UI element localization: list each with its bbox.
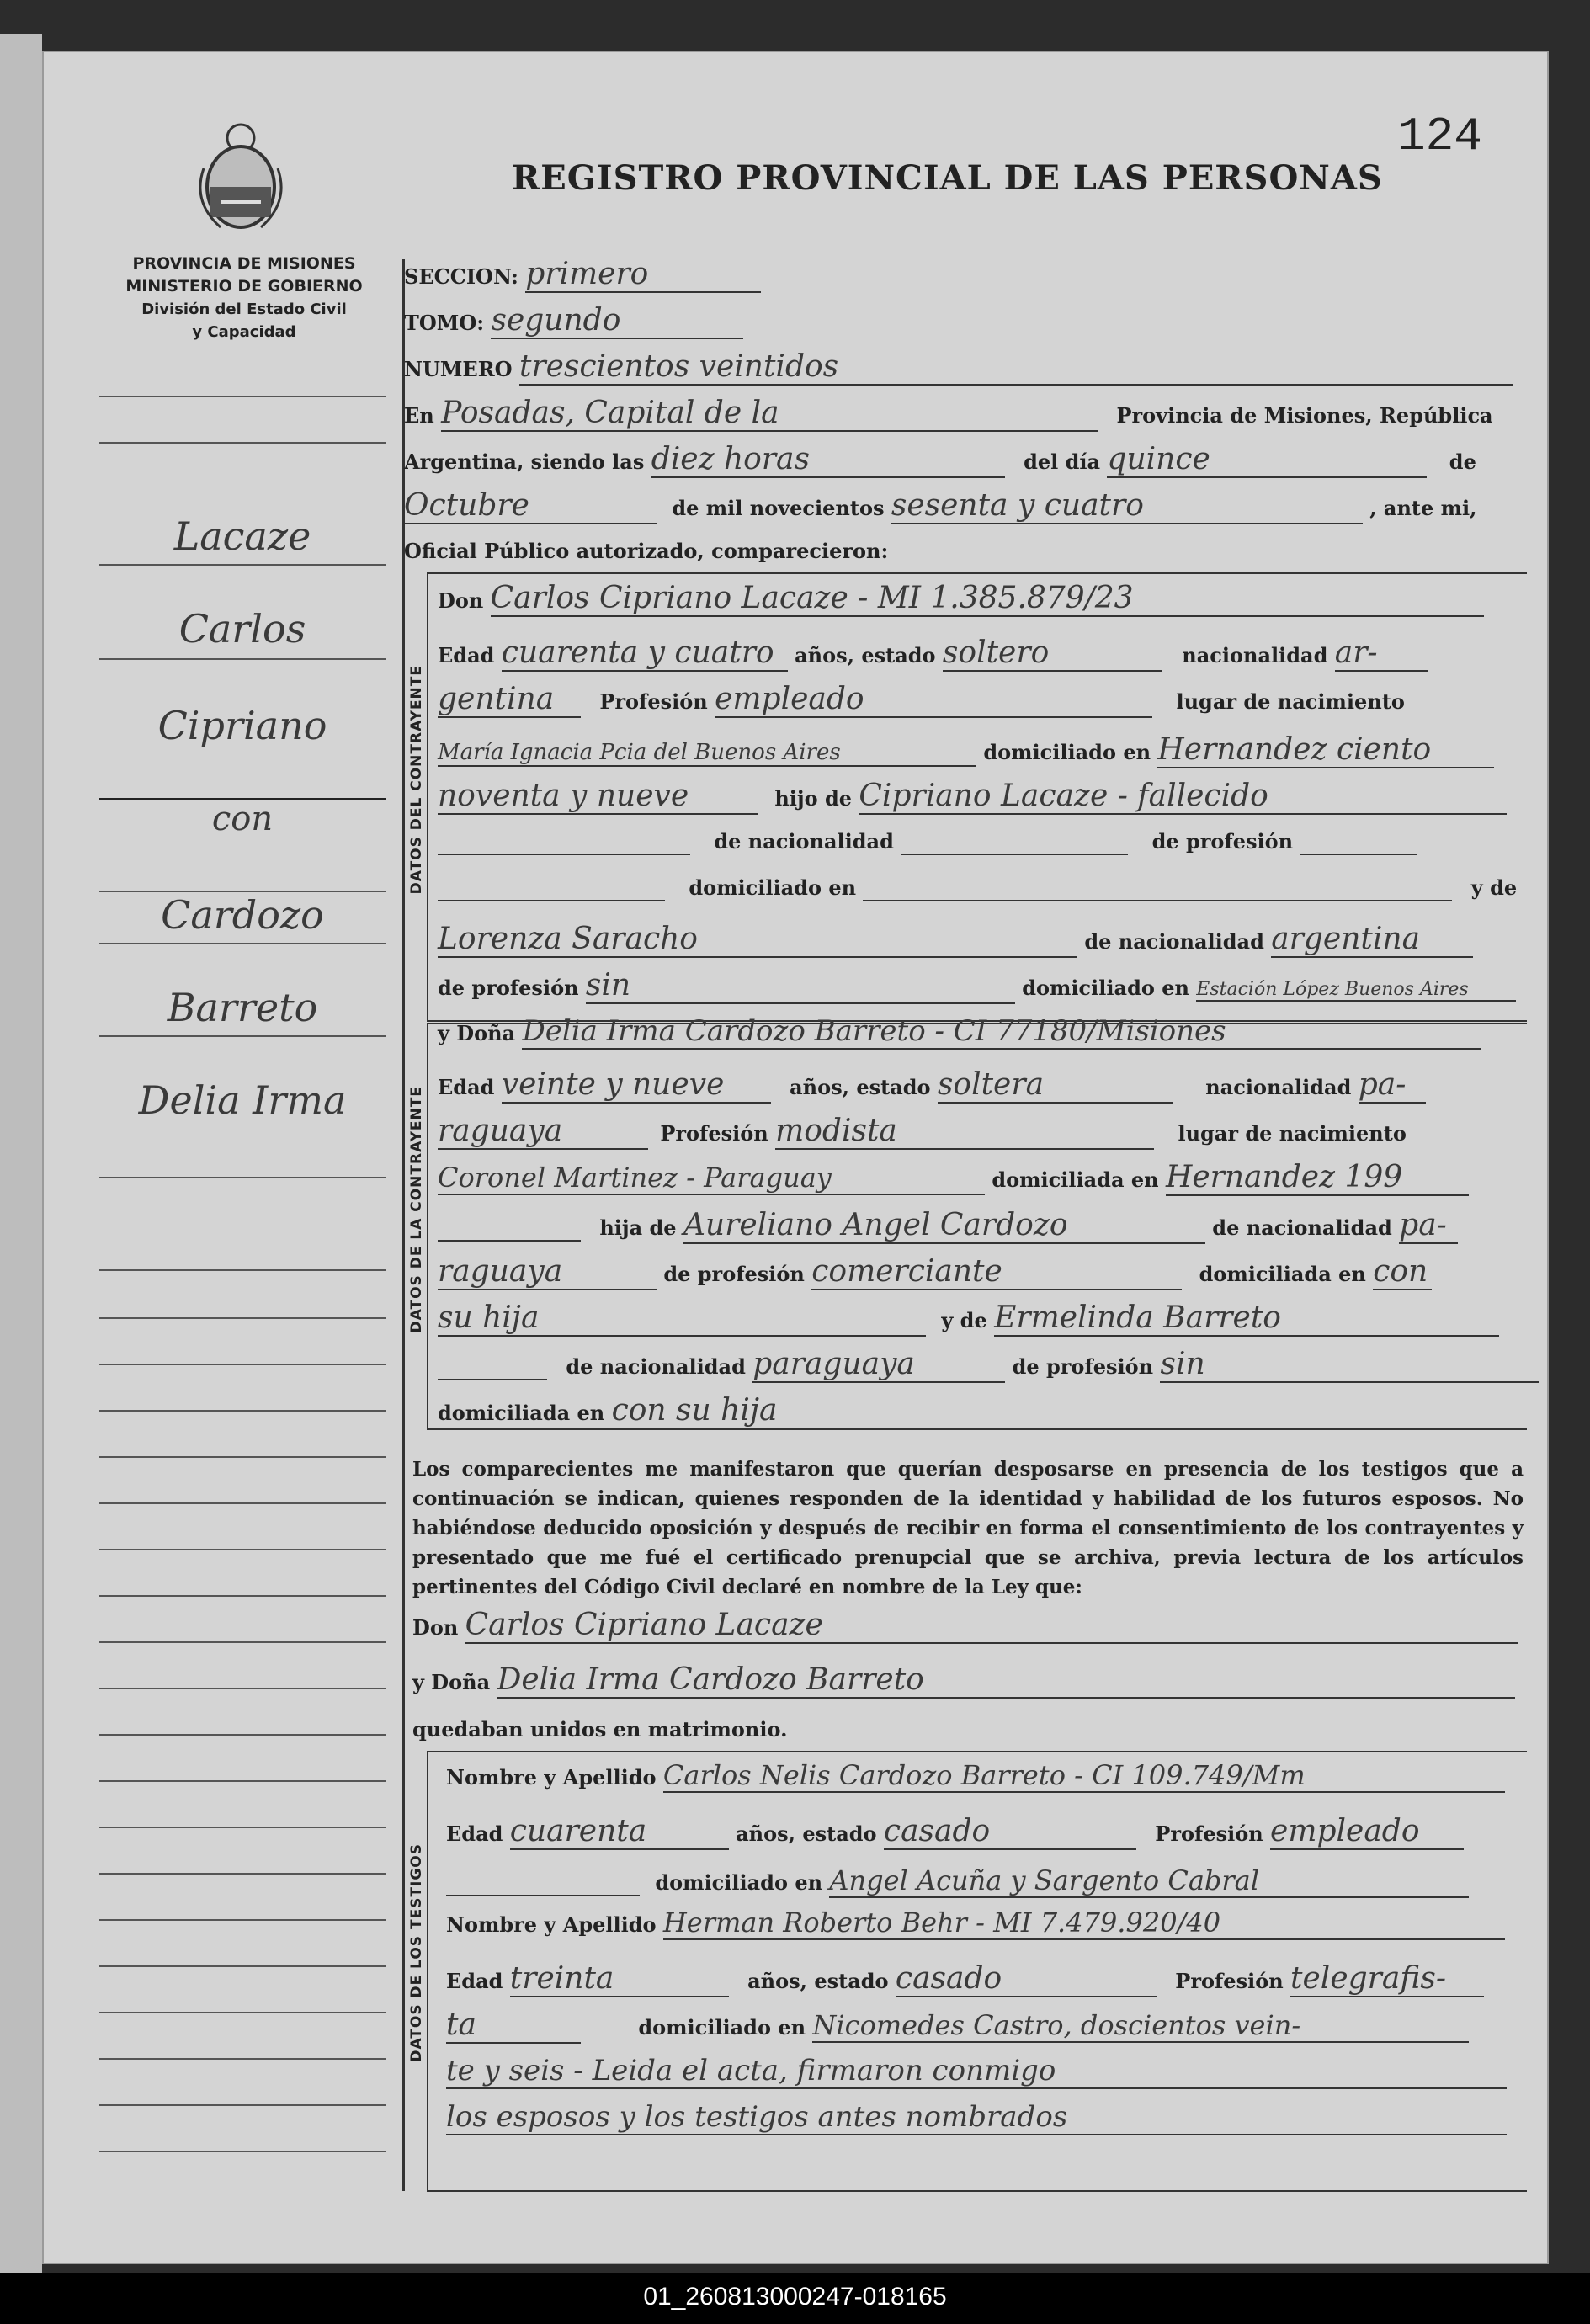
margin-rule — [99, 1734, 386, 1736]
margin-rule — [99, 2012, 386, 2013]
institution-line: y Capacidad — [192, 323, 296, 341]
groom-prof-row — [438, 682, 1405, 718]
witness1-edad: cuarenta — [510, 1814, 729, 1850]
witness2-estado: casado — [896, 1961, 1157, 1997]
hija-de-label: hija de — [599, 1215, 677, 1240]
margin-rule — [99, 1965, 386, 1967]
de-nacionalidad-label: de nacionalidad — [1212, 1215, 1392, 1240]
de-nacionalidad-label: de nacionalidad — [1084, 929, 1264, 954]
union-dona-value: Delia Irma Cardozo Barreto — [497, 1662, 1515, 1699]
bride-lugar-row — [438, 1160, 1469, 1196]
de-profesion-label: de profesión — [663, 1262, 805, 1286]
margin-rule — [99, 2058, 386, 2060]
witness1-name: Carlos Nelis Cardozo Barreto - CI 109.749/Mm — [663, 1759, 1505, 1793]
hora-value: diez horas — [651, 442, 1005, 478]
groom-name-value: Carlos Cipriano Lacaze - MI 1.385.879/23 — [491, 581, 1484, 617]
quedaban-row — [412, 1717, 787, 1742]
groom-dom-cont: noventa y nueve — [438, 779, 758, 815]
margin-rule — [99, 1780, 386, 1782]
numero-row — [404, 349, 1513, 386]
domiciliado-label: domiciliado en — [655, 1870, 823, 1895]
profesion-label: Profesión — [660, 1121, 768, 1146]
de-nacionalidad-label: de nacionalidad — [566, 1354, 746, 1379]
institution-header — [101, 253, 387, 343]
domiciliado-label: domiciliado en — [983, 740, 1151, 764]
edad-label: Edad — [438, 1075, 495, 1099]
don-label: Don — [438, 588, 484, 613]
tomo-value: segundo — [491, 303, 743, 339]
bride-mother-prof: sin — [1160, 1347, 1539, 1383]
y-de-label: y de — [941, 1308, 987, 1332]
blank-line — [863, 875, 1452, 901]
y-de-label: y de — [1470, 875, 1518, 900]
bride-dom-value: Hernandez 199 — [1166, 1160, 1469, 1196]
margin-name: Delia Irma — [138, 1077, 347, 1123]
bride-father-prof-row — [438, 1254, 1432, 1290]
witness2-prof: telegrafis- — [1290, 1961, 1484, 1997]
nombre-apellido-label: Nombre y Apellido — [446, 1912, 657, 1937]
bride-nac-value: pa- — [1359, 1067, 1426, 1104]
de-label: de — [1449, 449, 1476, 474]
bride-mother-dom-row — [438, 1393, 1487, 1429]
bride-estado-value: soltera — [938, 1067, 1173, 1104]
margin-rule — [99, 1827, 386, 1828]
groom-hijo-row — [438, 779, 1507, 815]
margin-rule — [99, 1549, 386, 1550]
groom-mother-value: Lorenza Saracho — [438, 922, 1077, 958]
de-profesion-label: de profesión — [1012, 1354, 1154, 1379]
groom-lugar-value: María Ignacia Pcia del Buenos Aires — [438, 740, 976, 767]
margin-rule — [99, 1641, 386, 1643]
groom-lugar-row — [438, 732, 1494, 768]
nombre-apellido-label: Nombre y Apellido — [446, 1765, 657, 1790]
margin-rule — [99, 1688, 386, 1689]
margin-rule — [99, 442, 386, 444]
seccion-value: primero — [525, 257, 761, 293]
margin-rule — [99, 1269, 386, 1271]
domiciliada-label: domiciliada en — [992, 1167, 1159, 1192]
institution-line: PROVINCIA DE MISIONES — [132, 254, 356, 273]
closing-row-1 — [446, 2054, 1507, 2089]
blank-line — [438, 1215, 581, 1242]
dona-label: y Doña — [412, 1670, 491, 1694]
blank-line — [438, 829, 690, 855]
groom-mother-prof-row — [438, 968, 1516, 1004]
groom-estado-value: soltero — [943, 636, 1162, 672]
bride-prof-value: modista — [775, 1114, 1154, 1150]
lugar-row — [404, 396, 1493, 432]
lugar-nac-label: lugar de nacimiento — [1176, 689, 1405, 714]
domiciliado-label: domiciliado en — [638, 2015, 806, 2039]
union-dona-row — [412, 1662, 1515, 1699]
bride-hija-row — [438, 1208, 1458, 1244]
groom-nac-cont: gentina — [438, 682, 581, 718]
margin-rule — [99, 1410, 386, 1412]
institution-line: MINISTERIO DE GOBIERNO — [125, 277, 363, 295]
nacionalidad-label: nacionalidad — [1182, 643, 1328, 667]
groom-mother-row — [438, 922, 1473, 958]
margin-surname: Lacaze — [173, 513, 311, 559]
hijo-de-label: hijo de — [774, 786, 853, 811]
witnesses-section-label: DATOS DE LOS TESTIGOS — [408, 1843, 425, 2062]
margin-rule — [99, 1364, 386, 1365]
lugar-value: Posadas, Capital de la — [441, 396, 1098, 432]
quedaban-text: quedaban unidos en matrimonio. — [412, 1717, 788, 1742]
domiciliada-label: domiciliada en — [1199, 1262, 1366, 1286]
bride-mother-nac: paraguaya — [752, 1347, 1005, 1383]
margin-rule — [99, 1595, 386, 1597]
margin-rule — [99, 2151, 386, 2152]
dona-label: y Doña — [438, 1021, 516, 1045]
domiciliado-label: domiciliado en — [689, 875, 857, 900]
margin-rule — [99, 2104, 386, 2106]
hora-row — [404, 442, 1476, 478]
blank-line — [901, 829, 1128, 855]
previous-page-edge — [0, 34, 42, 2273]
bride-lugar-value: Coronel Martinez - Paraguay — [438, 1162, 985, 1195]
bride-father-value: Aureliano Angel Cardozo — [683, 1208, 1205, 1244]
groom-mother-dom: Estación López Buenos Aires — [1196, 979, 1516, 1002]
groom-edad-value: cuarenta y cuatro — [502, 636, 788, 672]
groom-section-label: DATOS DEL CONTRAYENTE — [408, 665, 425, 895]
bride-name-row — [438, 1014, 1481, 1050]
margin-rule — [99, 1456, 386, 1458]
groom-prof-value: empleado — [715, 682, 1152, 718]
groom-father-value: Cipriano Lacaze - fallecido — [859, 779, 1507, 815]
seccion-row — [404, 257, 761, 293]
groom-dom-value: Hernandez ciento — [1157, 732, 1494, 768]
bride-father-prof: comerciante — [811, 1254, 1182, 1290]
coat-of-arms-seal — [195, 118, 286, 236]
en-label: En — [404, 403, 434, 428]
witness2-dom-row — [446, 2008, 1469, 2044]
witness2-prof-cont: ta — [446, 2008, 581, 2044]
bride-prof-row — [438, 1114, 1407, 1150]
anios-estado-label: años, estado — [736, 1821, 877, 1846]
declaration-paragraph: Los comparecientes me manifestaron que querían desposarse en presencia de los testigos que a continuación se indican, quienes responden de la identidad y habilidad de los futuros esposos. No habiéndose deducido oposición y después de recibir en forma el consentimiento de los contrayentes y presentado que me fué el certificado prenupcial que se archiva, previa lectura de los artículos pertinentes del Código Civil declaré en nombre de la Ley que: — [412, 1458, 1524, 1598]
institution-line: División del Estado Civil — [141, 300, 347, 318]
edad-label: Edad — [438, 643, 495, 667]
bride-father-dom-cont: su hija — [438, 1300, 926, 1337]
bride-mother-value: Ermelinda Barreto — [994, 1300, 1499, 1337]
witness1-estado: casado — [884, 1814, 1136, 1850]
bride-mother-nac-row — [438, 1347, 1539, 1383]
bride-name-value: Delia Irma Cardozo Barreto - CI 77180/Misiones — [522, 1014, 1481, 1050]
provincia-text: Provincia de Misiones, República — [1116, 403, 1493, 428]
groom-edad-row — [438, 636, 1428, 672]
margin-rule — [99, 1177, 386, 1178]
oficial-label: Oficial Público autorizado, comparecieron: — [404, 539, 889, 563]
witness1-name-row — [446, 1759, 1505, 1793]
groom-name-row — [438, 581, 1484, 617]
closing-text-1: te y seis - Leida el acta, firmaron conmigo — [446, 2054, 1507, 2089]
groom-mother-prof: sin — [586, 968, 1015, 1004]
margin-rule — [99, 658, 386, 660]
witness1-dom: Angel Acuña y Sargento Cabral — [829, 1864, 1469, 1898]
witness1-prof: empleado — [1270, 1814, 1464, 1850]
domiciliada-label: domiciliada en — [438, 1401, 605, 1425]
bride-edad-value: veinte y nueve — [502, 1067, 771, 1104]
margin-rule — [99, 1919, 386, 1921]
anios-estado-label: años, estado — [790, 1075, 931, 1099]
edad-label: Edad — [446, 1969, 503, 1993]
tomo-row — [404, 303, 743, 339]
bride-edad-row — [438, 1067, 1426, 1104]
blank-line — [1300, 829, 1417, 855]
del-dia-label: del día — [1024, 449, 1101, 474]
bride-nac-cont: raguaya — [438, 1114, 648, 1150]
union-don-row — [412, 1608, 1518, 1644]
closing-text-2: los esposos y los testigos antes nombrados — [446, 2100, 1507, 2135]
margin-rule — [99, 564, 386, 566]
edad-label: Edad — [446, 1821, 503, 1846]
anio-value: sesenta y cuatro — [891, 488, 1363, 524]
witness2-name-row — [446, 1907, 1505, 1940]
de-nacionalidad-label: de nacionalidad — [714, 829, 894, 854]
closing-row-2 — [446, 2100, 1507, 2135]
profesion-label: Profesión — [1175, 1969, 1284, 1993]
margin-surname: Cardozo — [161, 892, 324, 938]
margin-name: Carlos — [178, 606, 306, 651]
anios-estado-label: años, estado — [795, 643, 936, 667]
document-title: REGISTRO PROVINCIAL DE LAS PERSONAS — [512, 158, 1383, 198]
oficial-row — [404, 539, 888, 563]
de-profesion-label: de profesión — [438, 976, 579, 1000]
de-profesion-label: de profesión — [1151, 829, 1294, 854]
margin-rule — [99, 943, 386, 944]
tomo-label: TOMO: — [404, 311, 485, 335]
margin-name: Cipriano — [157, 703, 327, 748]
mes-value: Octubre — [404, 488, 657, 524]
blank-line — [438, 1354, 547, 1380]
dia-value: quince — [1107, 442, 1427, 478]
margin-rule — [99, 1873, 386, 1875]
folio-number: 124 — [1397, 109, 1482, 163]
margin-rule — [99, 1502, 386, 1504]
bride-father-dom: con — [1373, 1254, 1432, 1290]
domiciliado-label: domiciliado en — [1022, 976, 1189, 1000]
image-id-caption: 01_260813000247-018165 — [643, 2283, 947, 2311]
lugar-nac-label: lugar de nacimiento — [1178, 1121, 1407, 1146]
groom-father-dom-row — [438, 875, 1517, 901]
groom-mother-nac: argentina — [1271, 922, 1473, 958]
profesion-label: Profesión — [599, 689, 708, 714]
witness1-edad-row — [446, 1814, 1464, 1850]
blank-line — [446, 1870, 640, 1896]
numero-label: NUMERO — [404, 357, 513, 381]
margin-rule — [99, 396, 386, 397]
nacionalidad-label: nacionalidad — [1205, 1075, 1352, 1099]
bride-mother-row — [438, 1300, 1499, 1337]
margin-conjunction: con — [211, 800, 274, 838]
don-label: Don — [412, 1615, 459, 1640]
margin-surname: Barreto — [167, 985, 318, 1030]
witness2-edad: treinta — [510, 1961, 729, 1997]
union-don-value: Carlos Cipriano Lacaze — [465, 1608, 1518, 1644]
margin-rule — [99, 1317, 386, 1319]
anio-row — [404, 488, 1477, 524]
witness2-edad-row — [446, 1961, 1484, 1997]
de-mil-label: de mil novecientos — [672, 496, 885, 520]
margin-rule — [99, 1035, 386, 1037]
ante-mi-label: , ante mi, — [1369, 496, 1477, 520]
witness1-dom-row — [446, 1864, 1469, 1898]
bride-father-nac: pa- — [1399, 1208, 1458, 1244]
witness2-name: Herman Roberto Behr - MI 7.479.920/40 — [663, 1907, 1505, 1940]
anios-estado-label: años, estado — [747, 1969, 889, 1993]
witness2-dom: Nicomedes Castro, doscientos vein- — [812, 2009, 1469, 2043]
blank-line — [438, 875, 665, 901]
profesion-label: Profesión — [1155, 1821, 1263, 1846]
groom-nac-value: ar- — [1335, 636, 1428, 672]
bride-father-nac-cont: raguaya — [438, 1254, 657, 1290]
bride-mother-dom: con su hija — [612, 1393, 1487, 1429]
bride-section-label: DATOS DE LA CONTRAYENTE — [408, 1086, 425, 1333]
seccion-label: SECCION: — [404, 264, 518, 289]
argentina-siendo-label: Argentina, siendo las — [404, 449, 645, 474]
numero-value: trescientos veintidos — [519, 349, 1513, 386]
groom-father-nac-row — [438, 829, 1417, 855]
